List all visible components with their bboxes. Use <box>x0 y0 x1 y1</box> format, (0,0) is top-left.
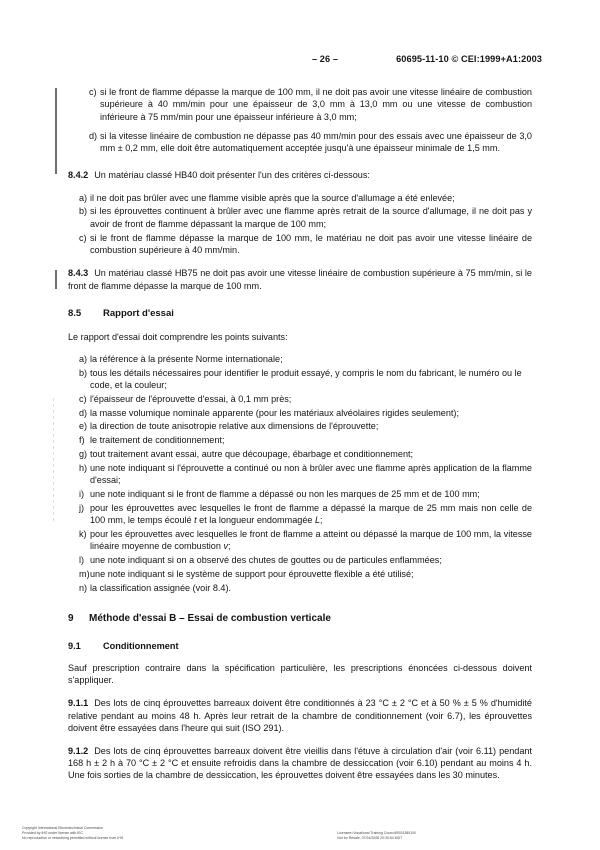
page-header <box>68 54 542 64</box>
list-marker: g) <box>79 449 88 460</box>
clause-number: 9.1.2 <box>68 745 89 756</box>
list-item <box>68 434 532 446</box>
list-item <box>68 448 532 460</box>
list-marker: c) <box>79 232 87 243</box>
list-item <box>68 502 532 527</box>
list-text: la référence à la présente Norme internationale; <box>90 353 283 364</box>
list-item <box>68 232 532 257</box>
list-item <box>68 205 532 230</box>
list-marker: f) <box>79 435 85 446</box>
list-text: si le front de flamme dépasse la marque de 100 mm, il ne doit pas avoir une vitesse linéaire de combustion supérieure à 40 mm/min pour une épaisseur de 3,0 mm à 13,0 mm ou une vitesse de combustion inférieure à 75 mm/min pour une épaisseur inférieure à 3,0 mm; <box>100 87 532 122</box>
list-text: la classification assignée (voir 8.4). <box>90 583 232 593</box>
heading-9-1 <box>68 640 532 652</box>
list-item <box>68 86 532 123</box>
list-item <box>68 554 532 566</box>
list-marker: m) <box>79 569 90 580</box>
clause-9-1-2 <box>68 745 532 782</box>
clause-8-5-intro: Le rapport d'essai doit comprendre les points suivants: <box>68 332 288 343</box>
list-item <box>68 582 532 594</box>
footer-copyright-block <box>22 826 123 841</box>
list-text: pour les éprouvettes avec lesquelles le front de flamme a atteint ou dépassé la marque de 100 mm, la vitesse linéaire moyenne de combustion v; <box>90 529 532 552</box>
list-item <box>68 528 532 553</box>
list-marker: l) <box>79 555 85 566</box>
list-item <box>68 568 532 580</box>
list-text: il ne doit pas brûler avec une flamme visible après que la source d'allumage a été enlevée; <box>90 192 455 203</box>
list-marker: a) <box>79 192 88 203</box>
page-number: – 26 – <box>311 54 339 64</box>
list-marker: b) <box>79 367 88 378</box>
page-footer <box>22 826 578 841</box>
clause-9-1-1 <box>68 697 532 734</box>
footer-line: No reproduction or networking permitted without license from IHS <box>22 836 124 840</box>
heading-number: 9 <box>68 613 74 625</box>
clause-number: 8.4.3 <box>68 268 89 279</box>
clause-number: 8.4.2 <box>68 169 89 180</box>
change-bar-top <box>55 88 57 174</box>
list-text: la direction de toute anisotropie relative aux dimensions de l'éprouvette; <box>90 421 379 432</box>
list-text: tous les détails nécessaires pour identifier le produit essayé, y compris le nom du fabricant, le numéro ou le code, et la couleur; <box>90 367 522 390</box>
list-marker: d) <box>89 131 98 142</box>
footer-line: Not for Resale, 07/24/2008 20:30:54 MDT <box>337 836 403 840</box>
list-text: une note indiquant si le front de flamme a dépassé ou non les marques de 25 mm et de 100 mm; <box>90 489 480 500</box>
list-marker: i) <box>79 489 85 500</box>
footer-line: Copyright International Electrotechnical Commission <box>22 826 104 830</box>
clause-text: Un matériau classé HB40 doit présenter l'un des critères ci-dessous: <box>94 169 370 180</box>
heading-number: 8.5 <box>68 307 82 319</box>
list-marker: a) <box>79 353 88 364</box>
list-text: l'épaisseur de l'éprouvette d'essai, à 0,1 mm près; <box>90 393 292 404</box>
list-text: une note indiquant si on a observé des chutes de gouttes ou de particules enflammées; <box>90 555 442 566</box>
clause-8-4-2-list <box>68 192 532 257</box>
list-item <box>68 393 532 405</box>
clause-text: Des lots de cinq éprouvettes barreaux doivent être conditionnés à 23 °C ± 2 °C et à 50 % ± 5 % d'humidité relative pendant au moins 48 h. Après leur retrait de la chambre de conditionnement (voir 6.7), les éprouvettes doivent être essayées dans l'heure qui suit (ISO 291). <box>68 698 532 733</box>
list-marker: n) <box>79 583 88 593</box>
change-bar-clause-843 <box>55 270 57 289</box>
list-text: la masse volumique nominale apparente (pour les matériaux alvéolaires rigides seulement); <box>90 407 459 418</box>
clause-text: Un matériau classé HB75 ne doit pas avoir une vitesse linéaire de combustion supérieure à 75 mm/min, si le front de flamme dépasse la marque de 100 mm. <box>68 268 532 291</box>
standard-reference: 60695-11-10 © CEI:1999+A1:2003 <box>396 54 542 64</box>
top-continuation-list <box>68 86 532 155</box>
footer-line: Licensee=Vocational Training Council/5924389100 <box>337 831 416 835</box>
list-text: pour les éprouvettes avec lesquelles le front de flamme a dépassé la marque de 25 mm mais non celle de 100 mm, le temps écoulé t et la longueur endommagée L; <box>90 502 532 526</box>
clause-9-1-intro: Sauf prescription contraire dans la spécification particulière, les prescriptions énoncées ci-dessous doivent s'appliquer. <box>68 663 532 686</box>
heading-number: 9.1 <box>68 640 81 651</box>
list-item <box>68 488 532 500</box>
list-marker: c) <box>79 393 87 404</box>
heading-8-5 <box>68 308 532 320</box>
list-text: si la vitesse linéaire de combustion ne dépasse pas 40 mm/min pour des essais avec une épaisseur de 3,0 mm ± 0,2 mm, elle doit être automatiquement acceptée jusqu'à une épaisseur minimale de 1,5 mm. <box>100 131 532 154</box>
margin-scan-artifact <box>53 398 54 522</box>
heading-title: Rapport d'essai <box>103 307 174 319</box>
list-text: une note indiquant si le système de support pour éprouvette flexible a été utilisé; <box>90 569 414 580</box>
list-marker: c) <box>89 87 97 97</box>
list-text: une note indiquant si l'éprouvette a continué ou non à brûler avec une flamme après application de la flamme d'essai; <box>90 462 532 486</box>
list-marker: d) <box>79 407 88 418</box>
clause-number: 9.1.1 <box>68 698 89 709</box>
page-content <box>68 86 532 792</box>
clause-8-5-list <box>68 353 532 595</box>
list-text: tout traitement avant essai, autre que découpage, ébarbage et conditionnement; <box>90 449 414 460</box>
list-item <box>68 130 532 155</box>
list-item <box>68 462 532 487</box>
list-item <box>68 420 532 432</box>
list-item <box>68 192 532 204</box>
list-text: si les éprouvettes continuent à brûler avec une flamme après retrait de la source d'allumage, il ne doit pas y avoir de front de flamme dépassant la marque de 100 mm; <box>90 206 532 229</box>
list-text: si le front de flamme dépasse la marque de 100 mm, le matériau ne doit pas avoir une vitesse linéaire de combustion supérieure à 40 mm/min. <box>90 232 532 255</box>
heading-9 <box>68 613 532 625</box>
list-item <box>68 367 532 392</box>
list-marker: j) <box>79 502 85 513</box>
footer-licensee-block <box>337 831 578 841</box>
list-marker: k) <box>79 529 87 540</box>
heading-title: Méthode d'essai B – Essai de combustion verticale <box>89 613 331 625</box>
list-marker: b) <box>79 206 88 217</box>
clause-8-4-2 <box>68 169 532 181</box>
list-item <box>68 353 532 365</box>
clause-8-4-3 <box>68 267 532 292</box>
clause-text: Des lots de cinq éprouvettes barreaux doivent être vieillis dans l'étuve à circulation d'air (voir 6.11) pendant 168 h ± 2 h à 70 °C ± 2 °C et ensuite refroidis dans la chambre de dessiccation (voir 6.10) pendant au moins 4 h. Une fois sorties de la chambre de dessiccation, les éprouvettes doivent être essayées dans les 30 minutes. <box>68 745 532 781</box>
footer-line: Provided by IHS under license with IEC <box>22 831 84 835</box>
list-item <box>68 407 532 419</box>
heading-title: Conditionnement <box>103 640 179 651</box>
list-marker: e) <box>79 421 88 432</box>
list-text: le traitement de conditionnement; <box>90 435 225 446</box>
list-marker: h) <box>79 462 88 473</box>
